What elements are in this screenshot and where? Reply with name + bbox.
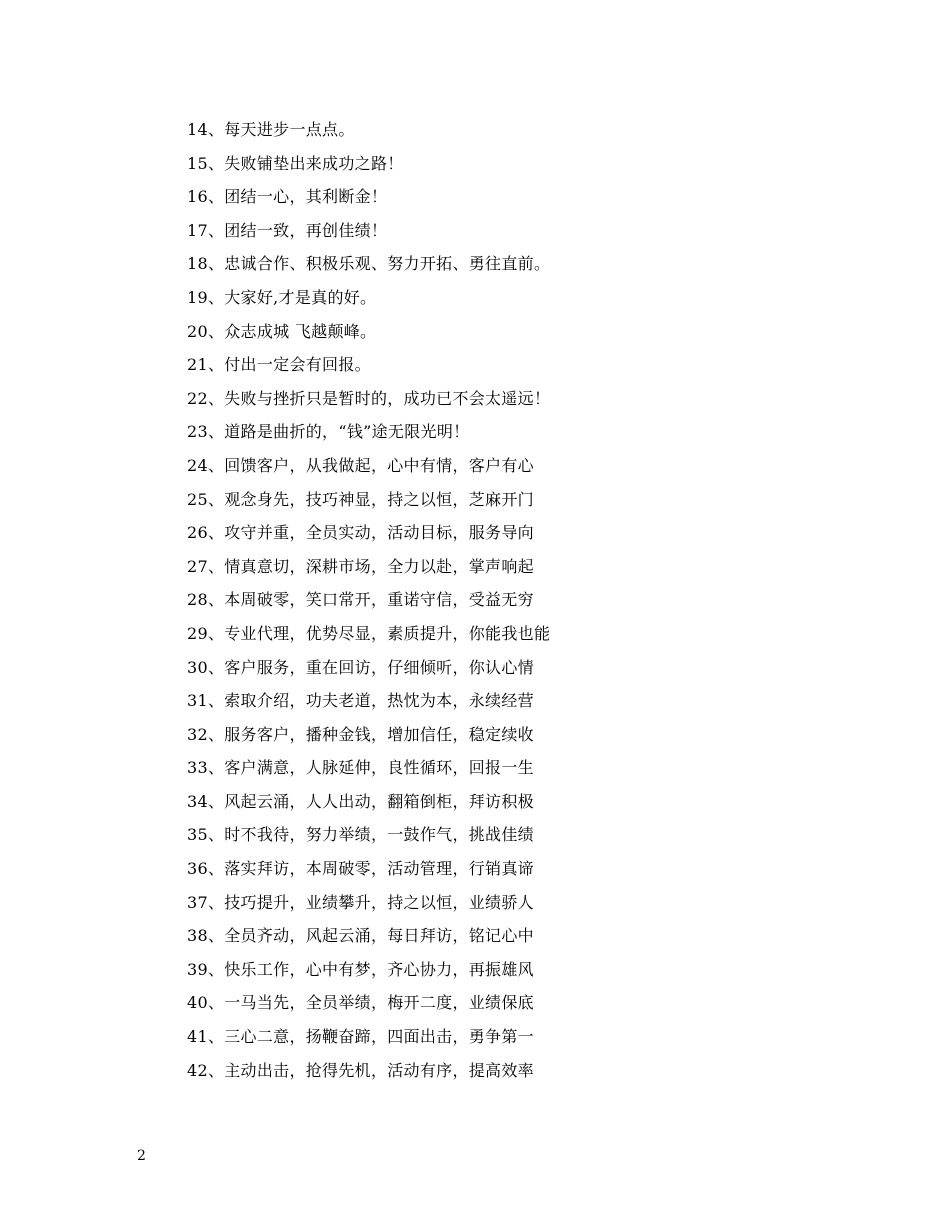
list-item: 33、客户满意，人脉延伸，良性循环，回报一生 bbox=[187, 758, 534, 778]
list-item: 16、团结一心，其利断金！ bbox=[187, 187, 388, 207]
list-item: 20、众志成城 飞越颠峰。 bbox=[187, 321, 377, 341]
list-item: 42、主动出击，抢得先机，活动有序，提高效率 bbox=[187, 1060, 534, 1080]
list-item: 35、时不我待，努力举绩，一鼓作气，挑战佳绩 bbox=[187, 825, 534, 845]
list-item: 39、快乐工作，心中有梦，齐心协力，再振雄风 bbox=[187, 959, 534, 979]
list-item: 21、付出一定会有回报。 bbox=[187, 355, 371, 375]
list-item: 18、忠诚合作、积极乐观、努力开拓、勇往直前。 bbox=[187, 254, 551, 274]
slogan-list bbox=[187, 118, 550, 1092]
list-item: 37、技巧提升，业绩攀升，持之以恒，业绩骄人 bbox=[187, 892, 534, 912]
list-item: 36、落实拜访，本周破零，活动管理，行销真谛 bbox=[187, 859, 534, 879]
list-item: 32、服务客户，播种金钱，增加信任，稳定续收 bbox=[187, 724, 534, 744]
list-item: 29、专业代理，优势尽显，素质提升，你能我也能 bbox=[187, 623, 551, 643]
list-item: 17、团结一致，再创佳绩！ bbox=[187, 220, 388, 240]
list-item: 41、三心二意，扬鞭奋蹄，四面出击，勇争第一 bbox=[187, 1027, 534, 1047]
list-item: 23、道路是曲折的，“钱”途无限光明！ bbox=[187, 422, 470, 442]
list-item: 19、大家好,才是真的好。 bbox=[187, 287, 377, 307]
page-number: 2 bbox=[137, 1148, 146, 1164]
list-item: 26、攻守并重，全员实动，活动目标，服务导向 bbox=[187, 523, 534, 543]
list-item: 22、失败与挫折只是暂时的，成功已不会太遥远！ bbox=[187, 388, 551, 408]
list-item: 40、一马当先，全员举绩，梅开二度，业绩保底 bbox=[187, 993, 534, 1013]
list-item: 31、索取介绍，功夫老道，热忱为本，永续经营 bbox=[187, 691, 534, 711]
list-item: 15、失败铺垫出来成功之路！ bbox=[187, 153, 404, 173]
list-item: 30、客户服务，重在回访，仔细倾听，你认心情 bbox=[187, 657, 534, 677]
list-item: 27、情真意切，深耕市场，全力以赴，掌声响起 bbox=[187, 556, 534, 576]
list-item: 38、全员齐动，风起云涌，每日拜访，铭记心中 bbox=[187, 926, 534, 946]
list-item: 14、每天进步一点点。 bbox=[187, 120, 355, 139]
list-item: 34、风起云涌，人人出动，翻箱倒柜，拜访积极 bbox=[187, 791, 534, 811]
list-item: 25、观念身先，技巧神显，持之以恒，芝麻开门 bbox=[187, 489, 534, 509]
list-item: 24、回馈客户，从我做起，心中有情，客户有心 bbox=[187, 455, 534, 475]
list-item: 28、本周破零，笑口常开，重诺守信，受益无穷 bbox=[187, 590, 534, 610]
